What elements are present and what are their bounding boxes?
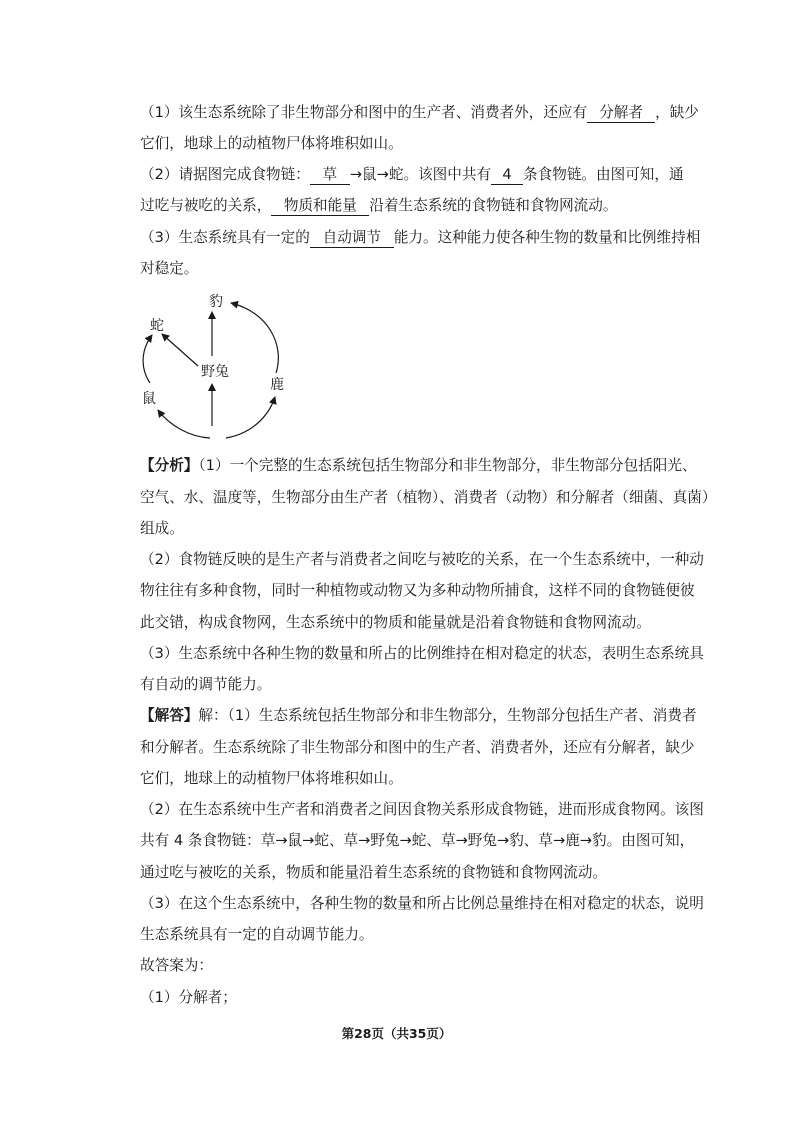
q3-line1 xyxy=(140,228,700,248)
answer-p1-line1 xyxy=(140,706,697,726)
q2-text-mid: →鼠→蛇。该图中共有 xyxy=(349,166,492,183)
q2-blank-2-answer: 4 xyxy=(491,166,523,185)
analysis-p1-line2: 空气、水、温度等，生物部分由生产者（植物）、消费者（动物）和分解者（细菌、真菌） xyxy=(140,489,717,506)
answer-p1-line3: 它们，地球上的动植物尸体将堆积如山。 xyxy=(140,770,403,787)
leopard-label: 豹 xyxy=(209,294,223,310)
q2-line1 xyxy=(140,165,684,185)
analysis-text: （1）一个完整的生态系统包括生物部分和非生物部分，非生物部分包括阳光、 xyxy=(198,457,697,474)
mouse-label: 鼠 xyxy=(142,391,156,407)
q2-blank-1-answer: 草 xyxy=(310,166,350,185)
analysis-p1-line3: 组成。 xyxy=(140,520,184,537)
q1-text-post: ，缺少 xyxy=(655,104,699,121)
q3-text: （3）生态系统具有一定的 xyxy=(140,229,310,246)
q1-blank-answer: 分解者 xyxy=(587,104,655,123)
q2-blank-3-answer: 物质和能量 xyxy=(271,197,369,216)
answer-label: 【解答】 xyxy=(140,707,199,724)
answer-p2-line3: 通过吃与被吃的关系，物质和能量沿着生态系统的食物链和食物网流动。 xyxy=(140,864,608,881)
snake-label: 蛇 xyxy=(150,318,164,334)
q2-text-2: 过吃与被吃的关系， xyxy=(140,197,272,214)
answer-text: 解：（1）生态系统包括生物部分和非生物部分，生物部分包括生产者、消费者 xyxy=(198,707,697,724)
analysis-p3-line1: （3）生态系统中各种生物的数量和所占的比例维持在相对稳定的状态，表明生态系统具 xyxy=(140,645,704,662)
arrow-deer-to-leopard xyxy=(231,303,278,373)
analysis-p1-line1 xyxy=(140,456,697,476)
arrow-grass-to-deer xyxy=(226,397,275,438)
q2-line2 xyxy=(140,196,617,216)
answer-p2-line1: （2）在生态系统中生产者和消费者之间因食物关系形成食物链，进而形成食物网。该图 xyxy=(140,801,704,818)
page-number-footer: 第28页（共35页） xyxy=(341,1026,452,1041)
deer-label: 鹿 xyxy=(270,377,284,393)
q1-text: （1）该生态系统除了非生物部分和图中的生产者、消费者外，还应有 xyxy=(140,104,588,121)
q2-text-post: 条食物链。由图可知，通 xyxy=(523,166,684,183)
rabbit-label: 野兔 xyxy=(201,364,229,380)
arrow-mouse-to-snake xyxy=(143,335,152,383)
analysis-p2-line3: 此交错，构成食物网，生态系统中的物质和能量就是沿着食物链和食物网流动。 xyxy=(140,614,651,631)
q2-text-2-post: 沿着生态系统的食物链和食物网流动。 xyxy=(369,197,618,214)
q3-blank-answer: 自动调节 xyxy=(310,229,394,248)
analysis-label: 【分析】 xyxy=(140,457,199,474)
answer-final-1: （1）分解者； xyxy=(140,989,237,1006)
answer-p3-line1: （3）在这个生态系统中，各种生物的数量和所占比例总量维持在相对稳定的状态，说明 xyxy=(140,895,704,912)
answer-p1-line2: 和分解者。生态系统除了非生物部分和图中的生产者、消费者外，还应有分解者，缺少 xyxy=(140,739,695,756)
food-web-diagram xyxy=(130,285,300,445)
arrow-grass-to-mouse xyxy=(158,410,210,438)
q3-text-post: 能力。这种能力使各种生物的数量和比例维持相 xyxy=(393,229,701,246)
q1-line2: 它们，地球上的动植物尸体将堆积如山。 xyxy=(140,135,403,152)
answer-final-label: 故答案为： xyxy=(140,957,213,974)
answer-p2-line2: 共有 4 条食物链：草→鼠→蛇、草→野兔→蛇、草→野兔→豹、草→鹿→豹。由图可知， xyxy=(140,832,695,849)
q2-text: （2）请据图完成食物链： xyxy=(140,166,310,183)
q3-line2: 对稳定。 xyxy=(140,260,199,277)
answer-p3-line2: 生态系统具有一定的自动调节能力。 xyxy=(140,926,374,943)
analysis-p2-line1: （2）食物链反映的是生产者与消费者之间吃与被吃的关系，在一个生态系统中，一种动 xyxy=(140,551,704,568)
analysis-p3-line2: 有自动的调节能力。 xyxy=(140,676,272,693)
q1-line1 xyxy=(140,103,699,123)
arrow-rabbit-to-snake xyxy=(162,334,198,366)
analysis-p2-line2: 物往往有多种食物，同时一种植物或动物又为多种动物所捕食，这样不同的食物链便彼 xyxy=(140,582,695,599)
